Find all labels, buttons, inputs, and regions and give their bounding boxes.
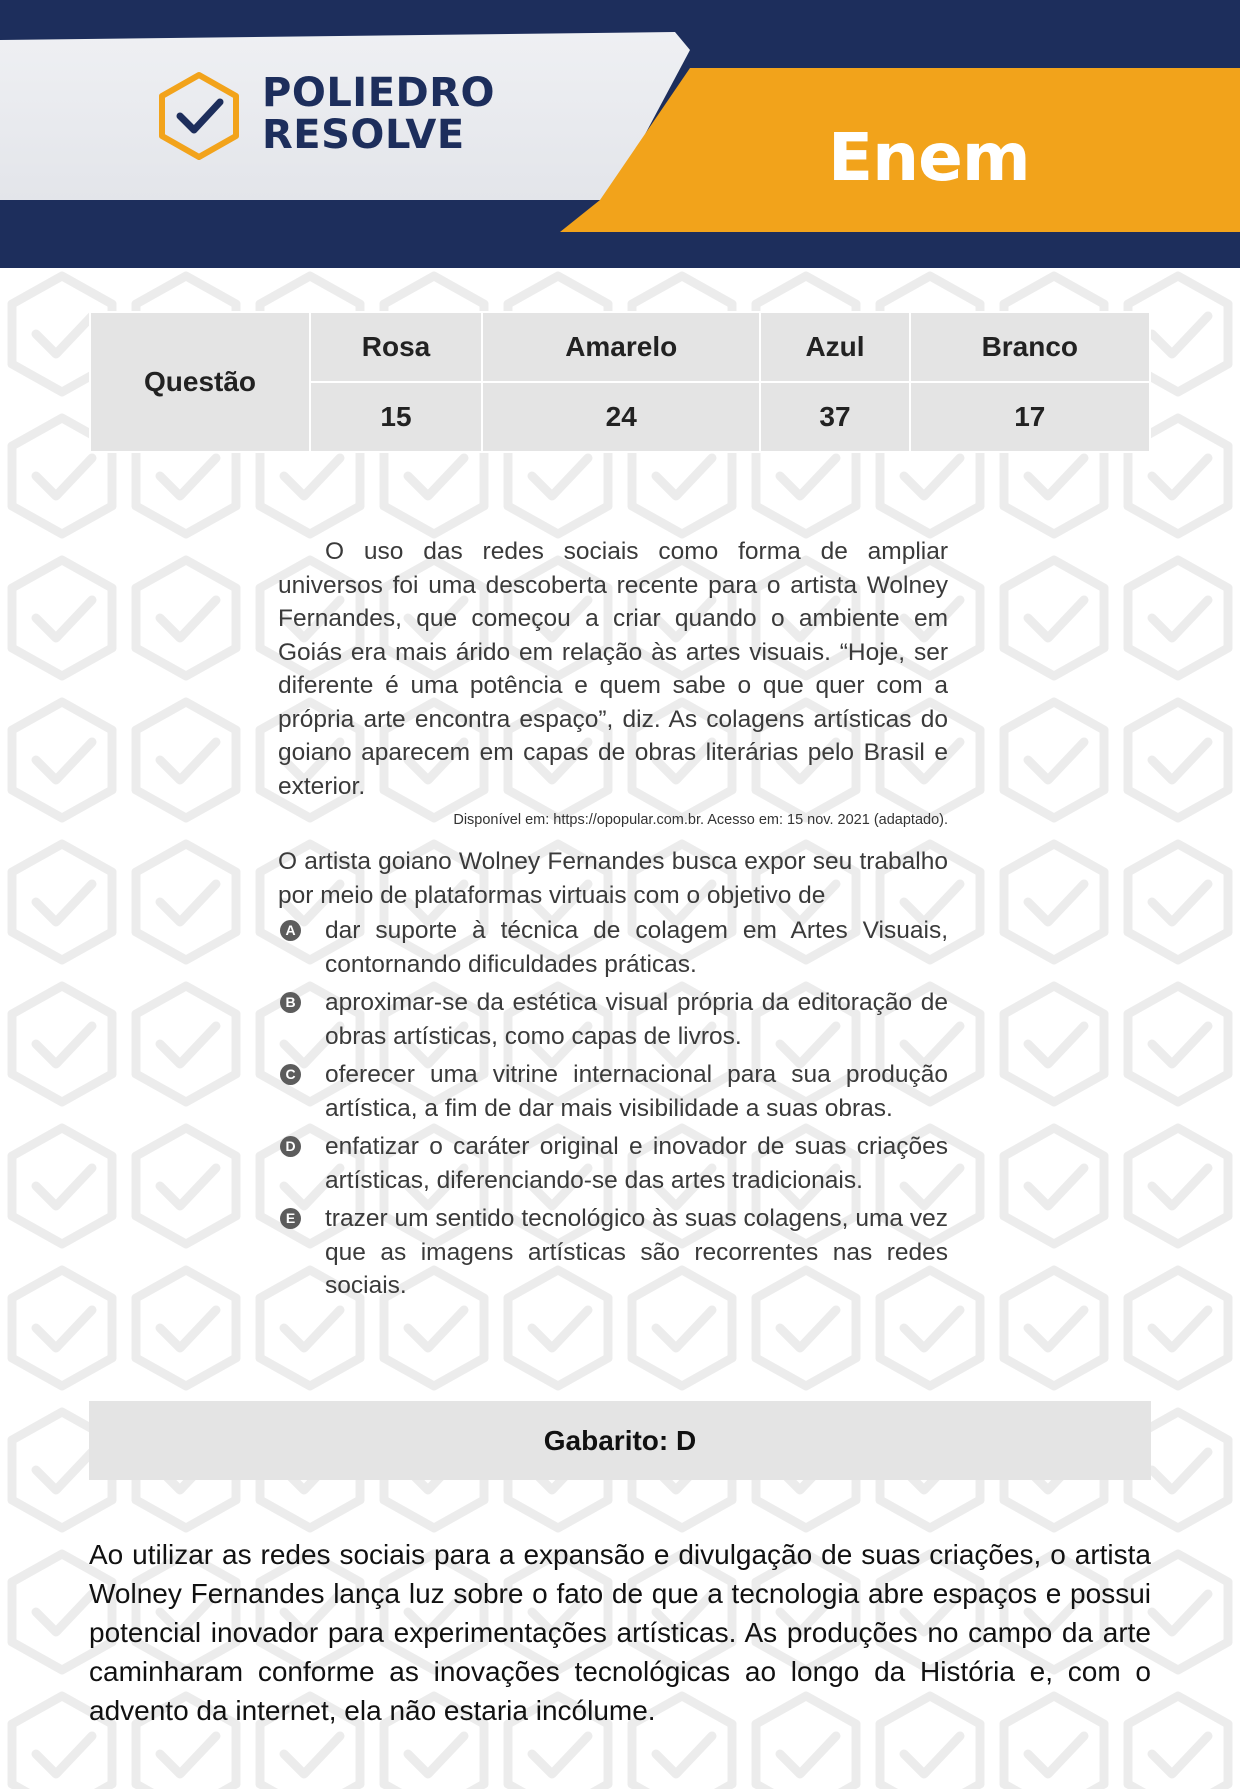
exam-title: Enem [828,119,1030,196]
table-row [90,312,1150,382]
option-text: enfatizar o caráter original e inovador de suas criações artísticas, diferenciando-se das artes tradicionais. [325,1133,948,1194]
booklet-color-branco: Branco [910,312,1150,382]
question-number-branco: 17 [910,382,1150,452]
option-b [278,986,948,1053]
option-letter-badge: D [280,1136,301,1157]
check-hexagon-icon [156,70,242,162]
booklet-color-azul: Azul [760,312,909,382]
brand-line-2: RESOLVE [262,112,465,158]
option-letter-badge: C [280,1064,301,1085]
explanation-text: Ao utilizar as redes sociais para a expansão e divulgação de suas criações, o artista Wolney Fernandes lança luz sobre o fato de que a tecnologia abre espaços e possui potencial inovador para experimentações artísticas. As produções no campo da arte caminharam conforme as inovações tecnológicas ao longo da História e, com o advento da internet, ela não estaria incólume. [89,1539,1151,1726]
question-block [278,535,948,1308]
question-source: Disponível em: https://opopular.com.br. Acesso em: 15 nov. 2021 (adaptado). [453,812,948,828]
table-row-header: Questão [90,312,310,452]
option-text: oferecer uma vitrine internacional para sua produção artística, a fim de dar mais visibilidade a suas obras. [325,1061,948,1122]
question-stem: O artista goiano Wolney Fernandes busca expor seu trabalho por meio de plataformas virtuais com o objetivo de [278,848,948,909]
booklet-color-rosa: Rosa [310,312,482,382]
booklet-color-amarelo: Amarelo [482,312,760,382]
brand-logo-text [262,72,495,156]
option-letter-badge: B [280,992,301,1013]
question-text: O uso das redes sociais como forma de ampliar universos foi uma descoberta recente para o artista Wolney Fernandes, que começou a criar quando o ambiente em Goiás era mais árido em relação às artes visuais. “Hoje, ser diferente é uma potência e quem sabe o que quer com a própria arte encontra espaço”, diz. As colagens artísticas do goiano aparecem em capas de obras literárias pelo Brasil e exterior. [278,538,948,800]
option-text: dar suporte à técnica de colagem em Artes Visuais, contornando dificuldades práticas. [325,917,948,978]
option-d [278,1130,948,1197]
explanation [89,1535,1151,1730]
option-c [278,1058,948,1125]
question-number-table [89,311,1151,453]
brand-line-1: POLIEDRO [262,70,496,116]
question-number-azul: 37 [760,382,909,452]
option-e [278,1202,948,1303]
option-text: aproximar-se da estética visual própria da editoração de obras artísticas, como capas de livros. [325,989,948,1050]
header-banner [0,0,1240,268]
option-letter-badge: A [280,920,301,941]
question-number-rosa: 15 [310,382,482,452]
option-letter-badge: E [280,1208,301,1229]
question-number-amarelo: 24 [482,382,760,452]
option-text: trazer um sentido tecnológico às suas colagens, uma vez que as imagens artísticas são recorrentes nas redes sociais. [325,1205,948,1299]
answer-key-bar: Gabarito: D [89,1401,1151,1480]
option-a [278,914,948,981]
